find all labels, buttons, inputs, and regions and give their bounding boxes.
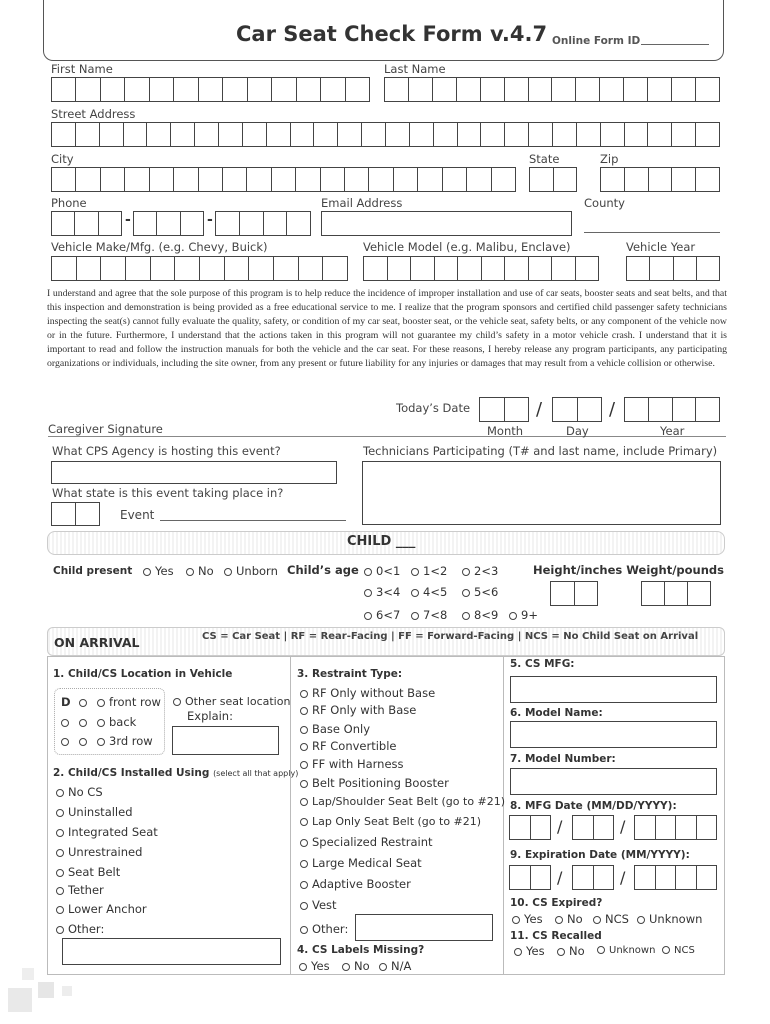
form-title: Car Seat Check Form v.4.7	[236, 22, 548, 46]
event-line[interactable]	[160, 520, 346, 521]
child-heading: CHILD ___	[347, 534, 416, 549]
exp-date-year[interactable]	[634, 865, 717, 890]
zip-field[interactable]	[600, 167, 720, 192]
age-option[interactable]: 5<6	[462, 585, 498, 599]
phone-label: Phone	[51, 196, 87, 210]
model-name-field[interactable]	[510, 721, 717, 748]
zip-label: Zip	[600, 152, 619, 166]
radio-icon	[300, 707, 308, 715]
radio-icon	[97, 699, 105, 707]
child-present-no[interactable]: No	[186, 564, 214, 578]
street-field[interactable]	[51, 122, 720, 147]
child-age-label: Child’s age	[287, 563, 359, 577]
child-present-yes[interactable]: Yes	[143, 564, 174, 578]
county-label: County	[584, 196, 625, 210]
on-arrival-heading: ON ARRIVAL	[54, 635, 140, 650]
agency-question: What CPS Agency is hosting this event?	[52, 444, 281, 458]
online-id-line[interactable]	[641, 44, 709, 45]
date-slash: /	[557, 817, 563, 836]
radio-icon	[56, 869, 64, 877]
vehicle-make-field[interactable]	[51, 256, 348, 281]
restraint-other-field[interactable]	[355, 914, 493, 941]
city-field[interactable]	[51, 167, 516, 192]
pattern-square	[62, 986, 72, 996]
location-title: 1. Child/CS Location in Vehicle	[53, 668, 233, 680]
arrival-legend: CS = Car Seat | RF = Rear-Facing | FF = Forward-Facing | NCS = No Child Seat on Arrival	[202, 631, 699, 642]
restraint-option[interactable]: RF Convertible	[300, 739, 397, 753]
installed-unrestrained[interactable]: Unrestrained	[56, 845, 142, 859]
installed-seat-belt[interactable]: Seat Belt	[56, 865, 120, 879]
last-name-field[interactable]	[384, 77, 720, 102]
restraint-option[interactable]: Lap Only Seat Belt (go to #21)	[300, 815, 481, 828]
radio-icon	[56, 809, 64, 817]
driver-marker: D	[61, 695, 71, 709]
phone-line-field[interactable]	[215, 211, 311, 236]
restraint-option[interactable]: FF with Harness	[300, 757, 404, 771]
date-slash: /	[557, 868, 563, 887]
age-option[interactable]: 2<3	[462, 564, 498, 578]
age-option[interactable]: 1<2	[411, 564, 447, 578]
exp-date-label: 9. Expiration Date (MM/YYYY):	[510, 849, 690, 861]
third-row-option[interactable]: 3rd row	[61, 734, 153, 748]
restraint-option[interactable]: Other:	[300, 922, 348, 936]
radio-icon	[79, 719, 87, 727]
recalled-ncs[interactable]: NCS	[662, 945, 695, 956]
year-label: Year	[660, 424, 685, 438]
radio-icon	[300, 860, 308, 868]
consent-text: I understand and agree that the sole purpose of this program is to help reduce the incidence of improper installation and use of car seats, booster seats and seat belts, and that this inspection and demonstration is being provided as a free educational service to me. I realize that the program sponsors and certified child passenger safety technicians inspecting the seat(s) cannot fully evaluate the quality, safety, or condition of my car seat, booster seat, or the vehicle seat, safety belts, or any component of the vehicle now or in the future. Furthermore, I understand that the actions taken in this program will not guarantee my child’s safety in a motor vehicle crash. I understand that it is important to read and follow the instruction manuals for both the vehicle and the car seat. For these reasons, I hereby release any program participants, any participating organizations or individuals, including the site owner, from any present or future liability for any injuries or damages that may result from a vehicle collision or otherwise.	[47, 288, 727, 370]
date-slash: /	[536, 399, 543, 420]
radio-icon	[411, 568, 419, 576]
email-field[interactable]	[321, 211, 572, 236]
radio-icon	[300, 881, 308, 889]
expired-yes[interactable]: Yes	[512, 912, 543, 926]
recalled-no[interactable]: No	[557, 944, 585, 958]
explain-field[interactable]	[172, 726, 279, 755]
radio-icon	[300, 798, 308, 806]
radio-icon	[173, 698, 181, 706]
labels-missing-na[interactable]: N/A	[379, 959, 411, 973]
radio-icon	[662, 946, 670, 954]
age-option[interactable]: 0<1	[364, 564, 400, 578]
labels-missing-yes[interactable]: Yes	[299, 959, 330, 973]
radio-icon	[300, 902, 308, 910]
date-slash: /	[609, 399, 616, 420]
radio-icon	[593, 916, 601, 924]
radio-icon	[462, 612, 470, 620]
radio-icon	[79, 738, 87, 746]
radio-icon	[462, 568, 470, 576]
first-name-field[interactable]	[51, 77, 370, 102]
cs-expired-label: 10. CS Expired?	[510, 897, 603, 909]
agency-field[interactable]	[51, 461, 337, 484]
cs-mfg-field[interactable]	[510, 676, 717, 703]
mfg-date-year[interactable]	[634, 815, 717, 840]
radio-icon	[509, 612, 517, 620]
column-divider	[503, 656, 504, 974]
vehicle-make-label: Vehicle Make/Mfg. (e.g. Chevy, Buick)	[51, 240, 268, 254]
mfg-date-label: 8. MFG Date (MM/DD/YYYY):	[510, 800, 677, 812]
child-present-unborn[interactable]: Unborn	[224, 564, 278, 578]
recalled-unknown[interactable]: Unknown	[597, 945, 655, 956]
installed-lower-anchor[interactable]: Lower Anchor	[56, 902, 147, 916]
event-state-question: What state is this event taking place in?	[52, 486, 284, 500]
radio-icon	[300, 743, 308, 751]
radio-icon	[299, 963, 307, 971]
expired-unknown[interactable]: Unknown	[637, 912, 702, 926]
radio-icon	[555, 916, 563, 924]
pattern-square	[38, 982, 54, 998]
last-name-label: Last Name	[384, 62, 446, 76]
date-month-field[interactable]	[479, 397, 529, 422]
radio-icon	[56, 829, 64, 837]
age-option[interactable]: 9+	[509, 608, 538, 622]
age-option[interactable]: 6<7	[364, 608, 400, 622]
radio-icon	[462, 589, 470, 597]
age-option[interactable]: 3<4	[364, 585, 400, 599]
date-year-field[interactable]	[624, 397, 720, 422]
radio-icon	[224, 568, 232, 576]
date-slash: /	[620, 817, 626, 836]
phone-prefix-field[interactable]	[133, 211, 204, 236]
city-label: City	[51, 152, 74, 166]
county-line[interactable]	[584, 232, 720, 233]
back-row-option[interactable]: back	[61, 715, 136, 729]
date-slash: /	[620, 868, 626, 887]
radio-icon	[97, 719, 105, 727]
explain-label: Explain:	[187, 709, 233, 723]
labels-missing-no[interactable]: No	[342, 959, 370, 973]
labels-missing-title: 4. CS Labels Missing?	[297, 944, 425, 956]
height-weight-label: Height/inches Weight/pounds	[533, 563, 724, 577]
radio-icon	[411, 612, 419, 620]
vehicle-year-field[interactable]	[626, 256, 720, 281]
restraint-option[interactable]: Base Only	[300, 722, 370, 736]
front-row-option[interactable]: front row	[79, 695, 161, 709]
radio-icon	[300, 926, 308, 934]
radio-icon	[56, 926, 64, 934]
expired-ncs[interactable]: NCS	[593, 912, 629, 926]
phone-area-field[interactable]	[51, 211, 122, 236]
installed-integrated[interactable]: Integrated Seat	[56, 825, 158, 839]
age-option[interactable]: 4<5	[411, 585, 447, 599]
street-label: Street Address	[51, 107, 136, 121]
radio-icon	[56, 849, 64, 857]
event-state-field[interactable]	[51, 502, 100, 526]
installed-tether[interactable]: Tether	[56, 883, 104, 897]
date-day-field[interactable]	[552, 397, 602, 422]
age-option[interactable]: 8<9	[462, 608, 498, 622]
restraint-option[interactable]: Adaptive Booster	[300, 877, 411, 891]
radio-icon	[300, 761, 308, 769]
event-label: Event	[120, 508, 155, 522]
radio-icon	[514, 948, 522, 956]
phone-dash: -	[125, 212, 131, 228]
pattern-square	[22, 968, 34, 980]
recalled-yes[interactable]: Yes	[514, 944, 545, 958]
installed-uninstalled[interactable]: Uninstalled	[56, 805, 133, 819]
radio-icon	[97, 738, 105, 746]
radio-icon	[143, 568, 151, 576]
pattern-square	[8, 988, 32, 1012]
other-seat-option[interactable]: Other seat location	[173, 695, 290, 708]
radio-icon	[411, 589, 419, 597]
restraint-title: 3. Restraint Type:	[297, 668, 403, 680]
technicians-label: Technicians Participating (T# and last name, include Primary)	[363, 444, 718, 458]
weight-field[interactable]	[641, 581, 711, 606]
radio-icon	[557, 948, 565, 956]
restraint-option[interactable]: Large Medical Seat	[300, 856, 422, 870]
month-label: Month	[487, 424, 524, 438]
email-label: Email Address	[321, 196, 403, 210]
restraint-option[interactable]: Vest	[300, 898, 337, 912]
cs-recalled-label: 11. CS Recalled	[510, 930, 602, 942]
signature-line[interactable]	[48, 436, 726, 437]
installed-no-cs[interactable]: No CS	[56, 785, 103, 799]
age-option[interactable]: 7<8	[411, 608, 447, 622]
radio-icon	[379, 963, 387, 971]
radio-icon	[300, 690, 308, 698]
radio-icon	[597, 946, 605, 954]
restraint-option[interactable]: Belt Positioning Booster	[300, 776, 449, 790]
model-name-label: 6. Model Name:	[510, 707, 603, 719]
radio-icon	[300, 780, 308, 788]
radio-icon	[61, 719, 69, 727]
radio-icon	[56, 789, 64, 797]
radio-icon	[364, 612, 372, 620]
model-number-field[interactable]	[510, 768, 717, 795]
decorative-pattern	[8, 968, 78, 1018]
exp-date-month[interactable]	[509, 865, 551, 890]
mfg-date-month[interactable]	[509, 815, 551, 840]
height-field[interactable]	[550, 581, 598, 606]
installed-other-field[interactable]	[62, 938, 281, 965]
radio-icon	[364, 589, 372, 597]
radio-icon	[56, 906, 64, 914]
model-number-label: 7. Model Number:	[510, 753, 616, 765]
exp-date-day[interactable]	[572, 865, 614, 890]
radio-icon	[300, 726, 308, 734]
radio-icon	[61, 738, 69, 746]
state-field[interactable]	[529, 167, 577, 192]
restraint-option[interactable]: RF Only without Base	[300, 686, 435, 700]
radio-icon	[56, 887, 64, 895]
state-label: State	[529, 152, 560, 166]
first-name-label: First Name	[51, 62, 113, 76]
cs-mfg-label: 5. CS MFG:	[510, 658, 575, 670]
todays-date-label: Today’s Date	[396, 401, 471, 415]
installed-other[interactable]: Other:	[56, 922, 104, 936]
day-label: Day	[566, 424, 589, 438]
radio-icon	[300, 839, 308, 847]
technicians-field[interactable]	[362, 461, 721, 525]
installed-title: 2. Child/CS Installed Using (select all that apply)	[53, 767, 299, 779]
radio-icon	[300, 818, 308, 826]
vehicle-model-field[interactable]	[363, 256, 599, 281]
restraint-option[interactable]: Lap/Shoulder Seat Belt (go to #21)	[300, 795, 505, 808]
child-present-label: Child present	[53, 565, 133, 577]
mfg-date-day[interactable]	[572, 815, 614, 840]
radio-icon	[512, 916, 520, 924]
restraint-option[interactable]: RF Only with Base	[300, 703, 416, 717]
restraint-option[interactable]: Specialized Restraint	[300, 835, 433, 849]
radio-icon	[364, 568, 372, 576]
radio-icon	[79, 699, 87, 707]
online-id-label: Online Form ID	[552, 35, 641, 47]
caregiver-signature-label: Caregiver Signature	[48, 422, 163, 436]
radio-icon	[637, 916, 645, 924]
radio-icon	[342, 963, 350, 971]
vehicle-model-label: Vehicle Model (e.g. Malibu, Enclave)	[363, 240, 571, 254]
vehicle-year-label: Vehicle Year	[626, 240, 696, 254]
expired-no[interactable]: No	[555, 912, 583, 926]
radio-icon	[186, 568, 194, 576]
phone-dash: -	[207, 212, 213, 228]
